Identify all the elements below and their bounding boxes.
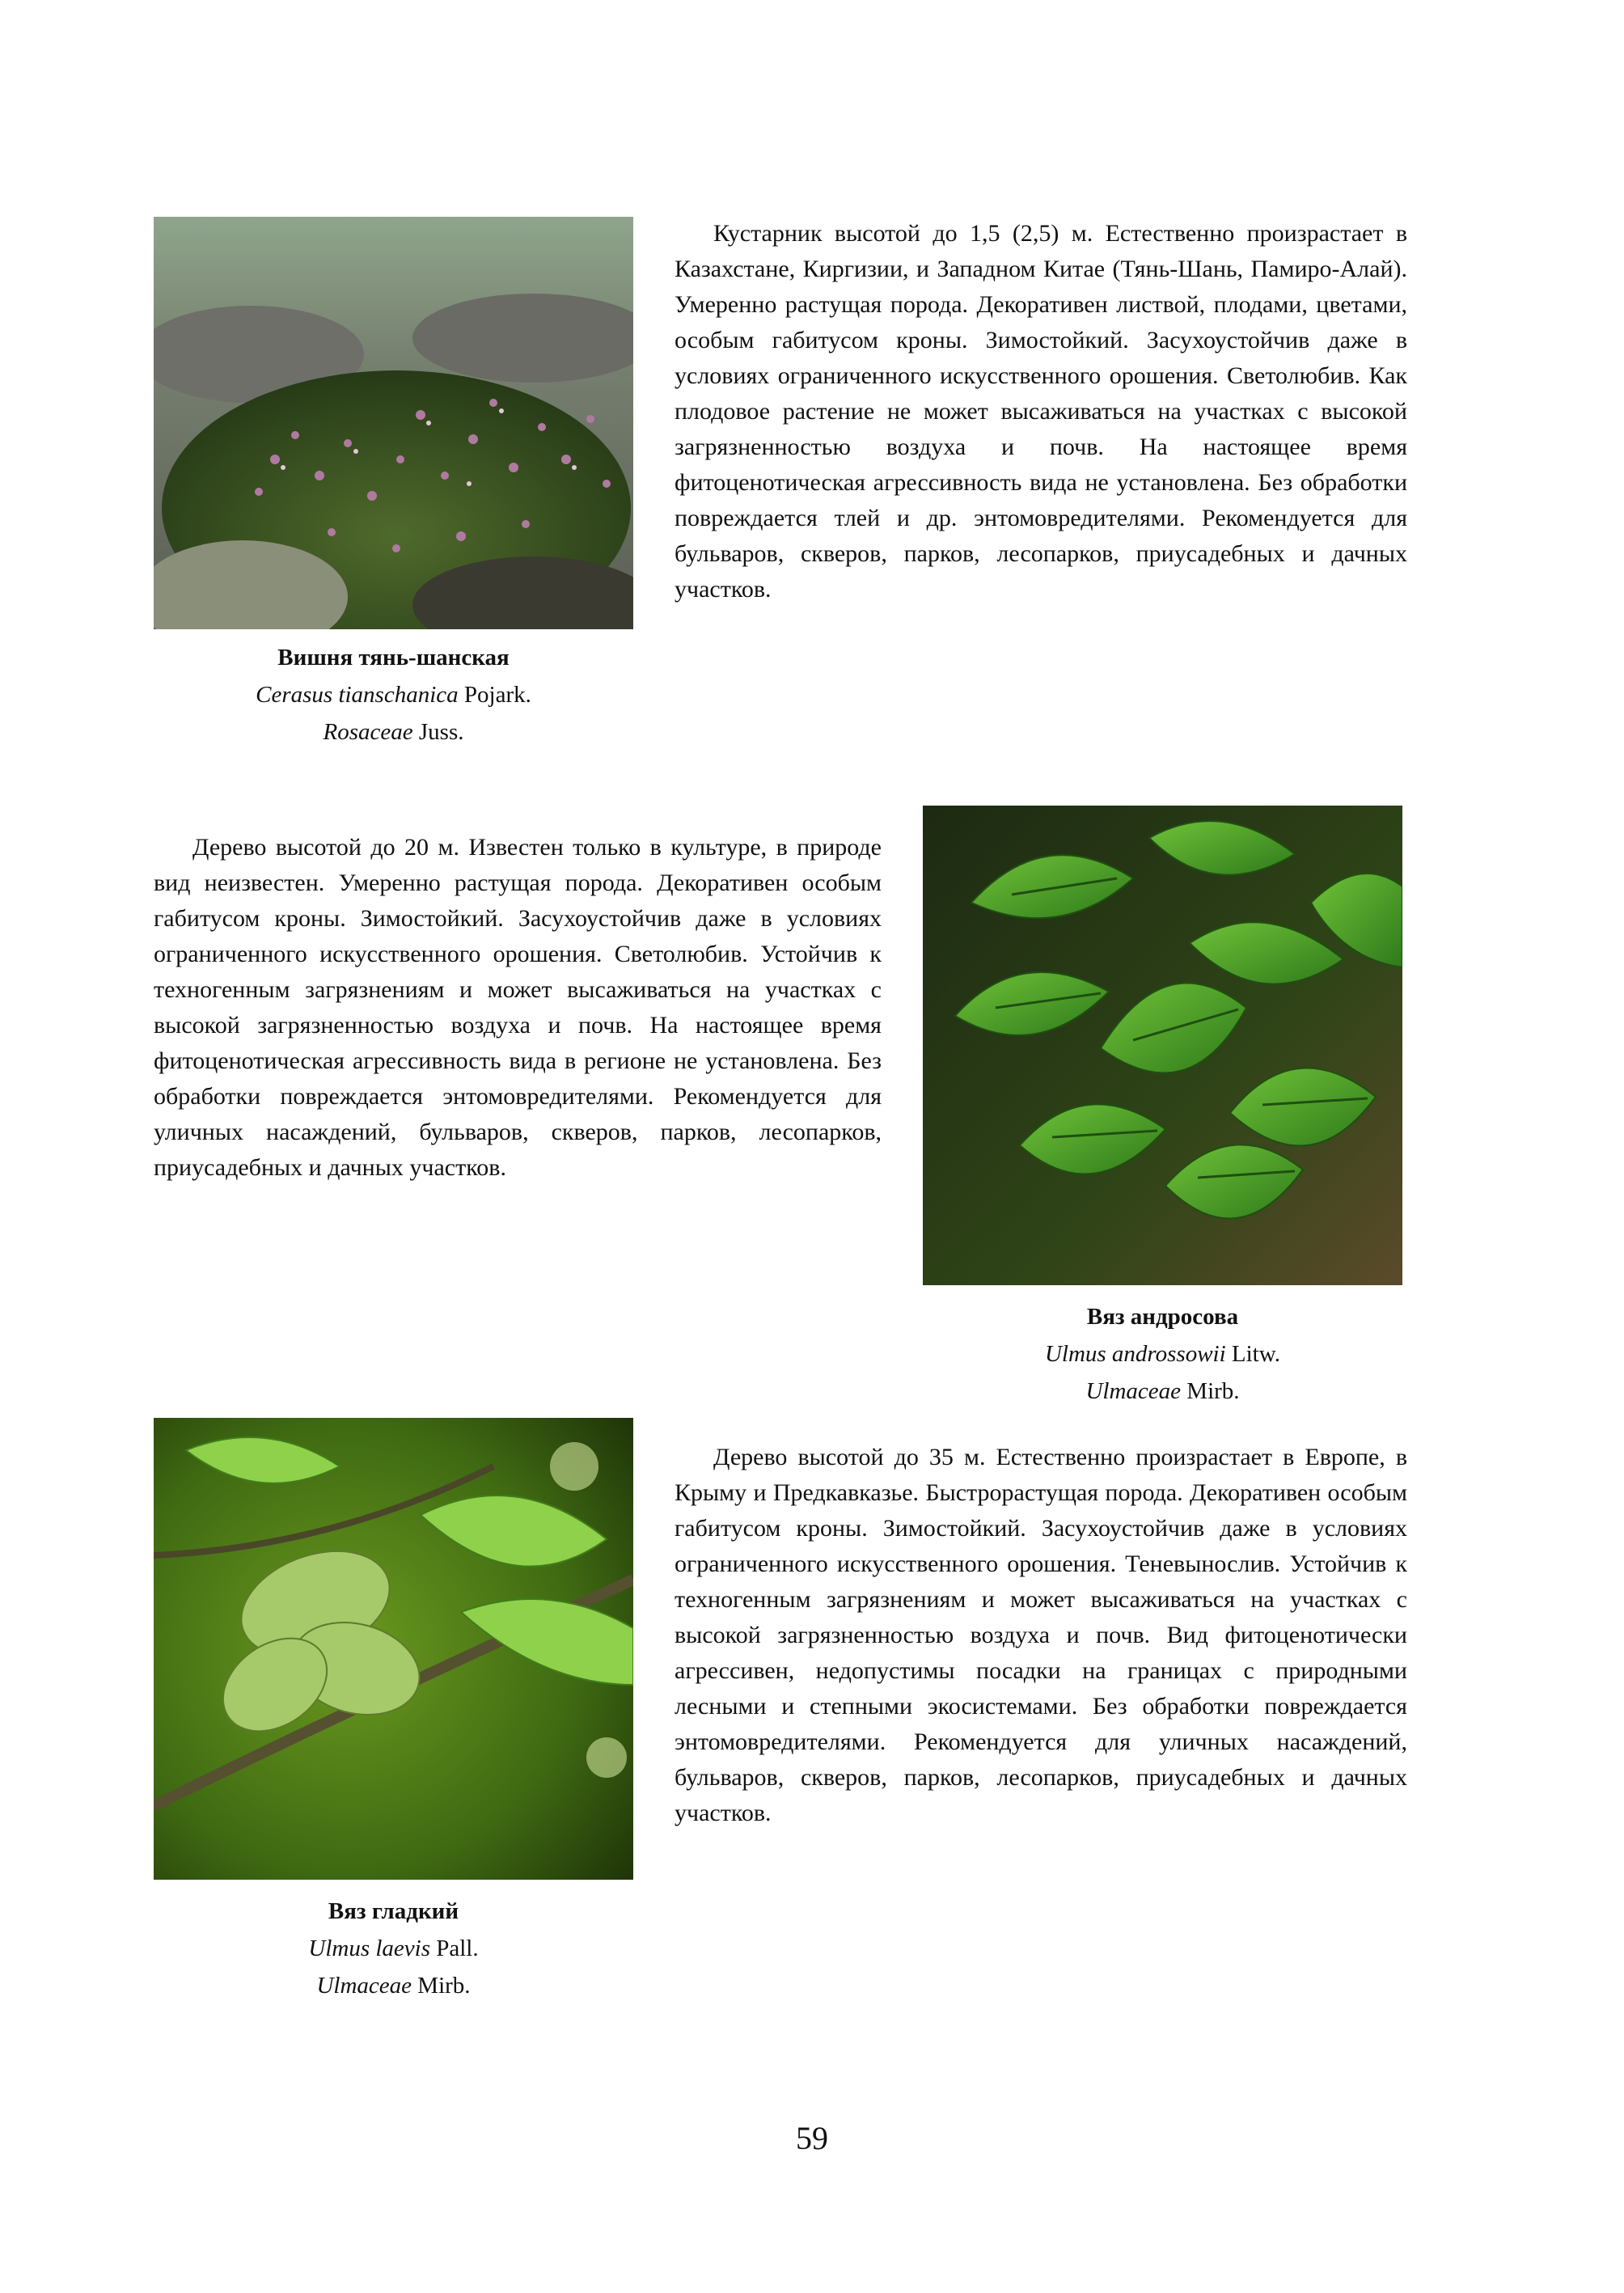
photo-ulmus-androssowii	[923, 806, 1402, 1285]
family-author: Juss.	[418, 719, 464, 745]
common-name: Вяз андросова	[1086, 1304, 1239, 1330]
family-line	[154, 1967, 633, 2004]
caption-cerasus-tianschanica	[154, 639, 633, 751]
species-author: Pall.	[436, 1936, 479, 1961]
species-line	[154, 676, 633, 713]
description-ulmus-laevis: Дерево высотой до 35 м. Естественно произрастает в Европе, в Крыму и Предкавказье. Быстрорастущая порода. Декоративен особым габитусом кроны. Зимостойкий. Засухоустойчив даже в условиях ограниченного искусственного орошения. Теневынослив. Устойчив к техногенным загрязнениям и может высаживаться на участках с высокой загрязненностью воздуха и почв. Вид фитоценотически агрессивен, недопустимы посадки на границах с природными лесными и степными экосистемами. Без обработки повреждается энтомовредителями. Рекомендуется для уличных насаждений, бульваров, скверов, парков, лесопарков, приусадебных и дачных участков.	[675, 1444, 1407, 1826]
caption-ulmus-androssowii	[923, 1298, 1402, 1410]
description-cerasus-tianschanica: Кустарник высотой до 1,5 (2,5) м. Естественно произрастает в Казахстане, Киргизии, и Западном Китае (Тянь-Шань, Памиро-Алай). Умеренно растущая порода. Декоративен листвой, плодами, цветами, особым габитусом кроны. Зимостойкий. Засухоустойчив даже в условиях ограниченного искусственного орошения. Светолюбив. Как плодовое растение не может высаживаться на участках с высокой загрязненностью воздуха и почв. На настоящее время фитоценотическая агрессивность вида не установлена. Без обработки повреждается тлей и др. энтомовредителями. Рекомендуется для бульваров, скверов, парков, лесопарков, приусадебных и дачных участков.	[675, 220, 1407, 603]
photo-cerasus-tianschanica	[154, 217, 633, 629]
species-name: Ulmus androssowii	[1044, 1341, 1226, 1367]
family-line	[923, 1373, 1402, 1410]
family-name: Ulmaceae	[1085, 1378, 1182, 1404]
family-line	[154, 713, 633, 751]
species-author: Litw.	[1231, 1341, 1281, 1367]
description-ulmus-androssowii: Дерево высотой до 20 м. Известен только в культуре, в природе вид неизвестен. Умеренно растущая порода. Декоративен особым габитусом кроны. Зимостойкий. Засухоустойчив даже в условиях ограниченного искусственного орошения. Светолюбив. Устойчив к техногенным загрязнениям и может высаживаться на участках с высокой загрязненностью воздуха и почв. На настоящее время фитоценотическая агрессивность вида в регионе не установлена. Без обработки повреждается энтомовредителями. Рекомендуется для уличных насаждений, бульваров, скверов, парков, лесопарков, приусадебных и дачных участков.	[154, 834, 882, 1181]
species-line	[923, 1335, 1402, 1373]
family-name: Rosaceae	[323, 719, 413, 745]
family-name: Ulmaceae	[316, 1973, 412, 1999]
species-author: Pojark.	[463, 682, 531, 708]
species-line	[154, 1930, 633, 1967]
common-name: Вяз гладкий	[328, 1898, 459, 1924]
caption-ulmus-laevis	[154, 1893, 633, 2004]
species-name: Ulmus laevis	[308, 1936, 430, 1961]
photo-ulmus-laevis	[154, 1418, 633, 1880]
family-author: Mirb.	[417, 1973, 471, 1999]
common-name: Вишня тянь-шанская	[277, 645, 510, 671]
family-author: Mirb.	[1186, 1378, 1240, 1404]
species-name: Cerasus tianschanica	[256, 682, 459, 708]
page-number: 59	[796, 2120, 828, 2156]
